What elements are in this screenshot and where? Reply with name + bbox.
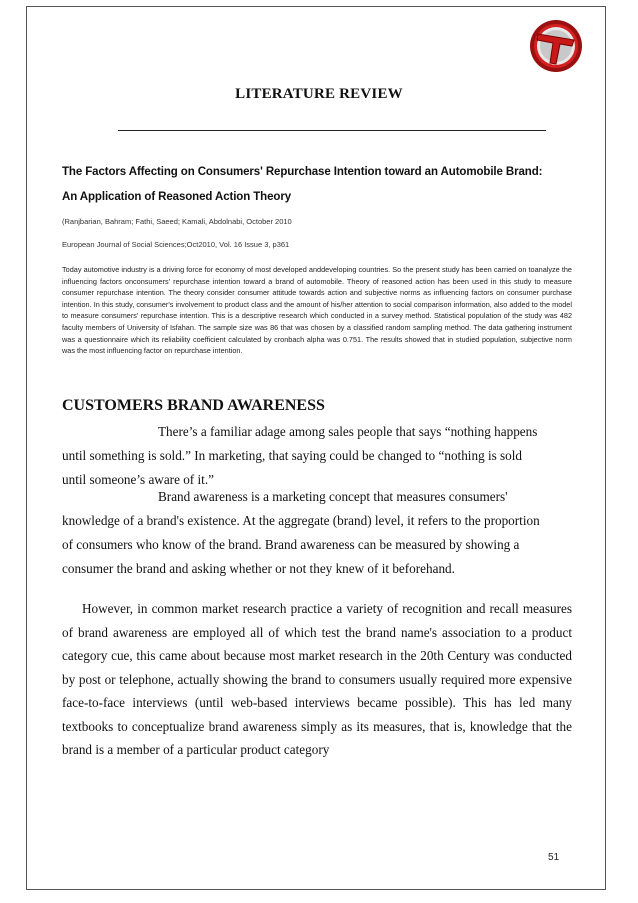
paragraph-2-text: Brand awareness is a marketing concept that measures consumers' knowledge of a brand's existence. At the aggregate (brand) level, it refers to the proportion of consumers who know of the brand. Brand awareness can be measured by showing a consumer the brand and asking whether or not they knew of it beforehand. [62,489,540,576]
paragraph-2 [62,485,552,581]
paragraph-1-text: There’s a familiar adage among sales people that says “nothing happens until something is sold.” In marketing, that saying could be changed to “nothing is sold until someone’s aware of it.” [62,424,538,487]
page-title: LITERATURE REVIEW [235,86,403,102]
paper-authors: (Ranjbarian, Bahram; Fathi, Saeed; Kamali, Abdolnabi, October 2010 [62,217,292,226]
paragraph-3 [62,597,572,762]
paragraph-1 [62,420,542,492]
section-heading: CUSTOMERS BRAND AWARENESS [62,397,325,414]
paper-abstract: Today automotive industry is a driving force for economy of most developed anddeveloping countries. So the present study has been carried on toanalyze the influencing factors onconsumers' repurchase intention toward a brand of automobile. Theory of reasoned action has been used in this study to measure consumer repurchase intention. The theory consider consumer attitude towards action and subjective norms as influencing factors on consumer purchase intention. In this study, consumer's involvement to product class and the amount of his/her attention to social comparison information, also added to the model to measure consumers' repurchase intention. This is a descriptive research which conducted in a survey method. Statistical population of the study was 482 faculty members of University of Isfahan. The sample size was 86 that was chosen by a classified random sampling method. The data gathering instrument was a questionnaire which its reliability coefficient calculated by cronbach alpha was 0.751. The results showed that in studied population, subjective norm was the most influencing factor on repurchase intention. [62,265,572,356]
paper-journal: European Journal of Social Sciences;Oct2010, Vol. 16 Issue 3, p361 [62,240,290,249]
t-logo-icon [528,18,584,74]
paper-title-line-2: An Application of Reasoned Action Theory [62,191,291,203]
paper-title [62,160,582,210]
title-divider [118,130,546,131]
page-number: 51 [548,852,560,863]
paper-title-line-1: The Factors Affecting on Consumers' Repurchase Intention toward an Automobile Brand: [62,166,543,178]
paragraph-3-text: However, in common market research practice a variety of recognition and recall measures of brand awareness are employed all of which test the brand name's association to a product category cue, this came about because most market research in the 20th Century was conducted by post or telephone, actually showing the brand to consumers usually required more expensive face-to-face interviews (until web-based interviews became possible). This has led many textbooks to conceptualize brand awareness simply as its measures, that is, knowledge that the brand is a member of a particular product category [62,601,572,757]
